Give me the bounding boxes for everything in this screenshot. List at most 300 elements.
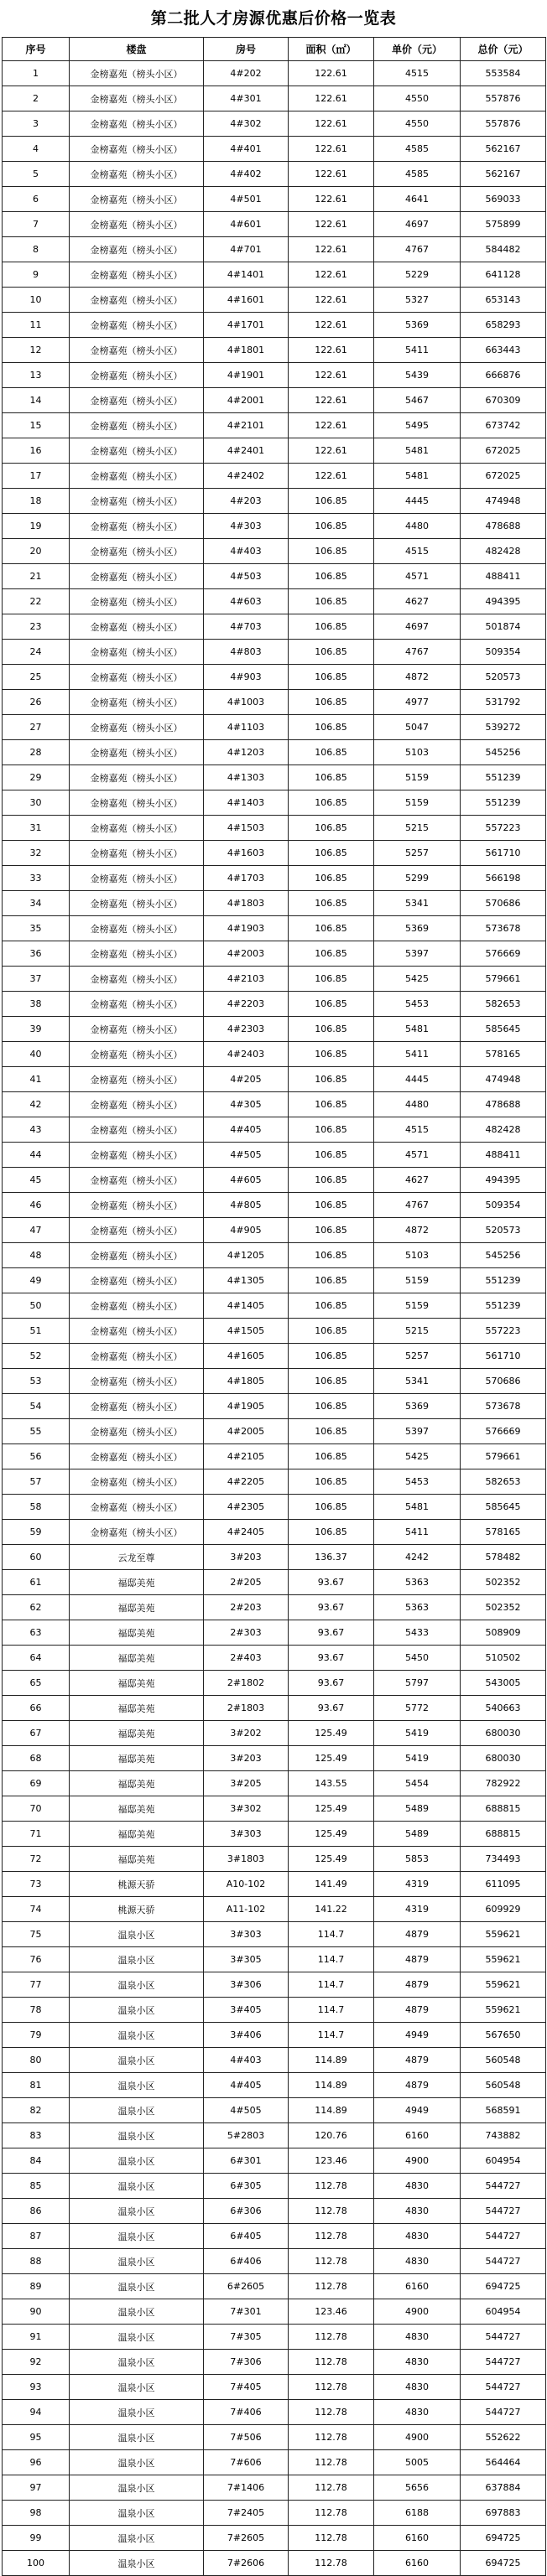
cell-index: 10: [3, 288, 70, 313]
table-row: [3, 262, 546, 288]
cell-unit-price: 6160: [374, 2526, 461, 2551]
cell-unit: 4#603: [204, 589, 289, 614]
cell-total-price: 559621: [461, 1998, 546, 2023]
table-row: [3, 2224, 546, 2249]
cell-unit-price: 5853: [374, 1847, 461, 1872]
cell-index: 50: [3, 1293, 70, 1319]
cell-index: 59: [3, 1520, 70, 1545]
cell-estate: 福邸美苑: [70, 1620, 204, 1646]
cell-area: 106.85: [289, 1218, 374, 1243]
cell-area: 106.85: [289, 1444, 374, 1469]
table-row: [3, 1972, 546, 1998]
cell-unit-price: 4872: [374, 665, 461, 690]
cell-unit-price: 5397: [374, 1419, 461, 1444]
cell-total-price: 688815: [461, 1822, 546, 1847]
price-table: [2, 37, 546, 2576]
table-row: [3, 1319, 546, 1344]
cell-unit-price: 4480: [374, 1092, 461, 1117]
cell-unit-price: 4830: [374, 2400, 461, 2425]
table-row: [3, 1193, 546, 1218]
cell-area: 106.85: [289, 1319, 374, 1344]
cell-unit-price: 5369: [374, 313, 461, 338]
cell-estate: 温泉小区: [70, 2199, 204, 2224]
cell-unit: 4#605: [204, 1168, 289, 1193]
cell-unit: 2#403: [204, 1646, 289, 1671]
cell-index: 5: [3, 162, 70, 187]
table-row: [3, 992, 546, 1017]
cell-estate: 温泉小区: [70, 2224, 204, 2249]
table-header-row: [3, 38, 546, 61]
cell-area: 114.7: [289, 1972, 374, 1998]
cell-unit-price: 5411: [374, 1042, 461, 1067]
cell-unit-price: 5159: [374, 765, 461, 790]
cell-index: 84: [3, 2148, 70, 2174]
cell-total-price: 544727: [461, 2174, 546, 2199]
cell-estate: 金榜嘉苑（榜头小区）: [70, 438, 204, 464]
table-row: [3, 1822, 546, 1847]
cell-area: 112.78: [289, 2450, 374, 2475]
cell-unit-price: 4879: [374, 1947, 461, 1972]
table-row: [3, 1897, 546, 1922]
cell-total-price: 673742: [461, 413, 546, 438]
cell-area: 106.85: [289, 765, 374, 790]
cell-unit-price: 5489: [374, 1796, 461, 1822]
cell-estate: 金榜嘉苑（榜头小区）: [70, 237, 204, 262]
cell-area: 114.7: [289, 2023, 374, 2048]
cell-estate: 金榜嘉苑（榜头小区）: [70, 1092, 204, 1117]
cell-area: 106.85: [289, 816, 374, 841]
cell-estate: 金榜嘉苑（榜头小区）: [70, 866, 204, 891]
cell-index: 100: [3, 2551, 70, 2576]
cell-total-price: 551239: [461, 1293, 546, 1319]
cell-index: 61: [3, 1570, 70, 1595]
cell-total-price: 562167: [461, 162, 546, 187]
cell-area: 106.85: [289, 1344, 374, 1369]
cell-unit-price: 5481: [374, 1495, 461, 1520]
cell-index: 18: [3, 489, 70, 514]
cell-index: 79: [3, 2023, 70, 2048]
cell-unit-price: 4830: [374, 2325, 461, 2350]
cell-estate: 金榜嘉苑（榜头小区）: [70, 1218, 204, 1243]
cell-index: 73: [3, 1872, 70, 1897]
cell-estate: 金榜嘉苑（榜头小区）: [70, 1419, 204, 1444]
cell-total-price: 510502: [461, 1646, 546, 1671]
cell-total-price: 585645: [461, 1017, 546, 1042]
cell-estate: 金榜嘉苑（榜头小区）: [70, 1243, 204, 1268]
table-row: [3, 1520, 546, 1545]
cell-area: 93.67: [289, 1595, 374, 1620]
cell-unit: 4#1701: [204, 313, 289, 338]
cell-unit: 4#301: [204, 86, 289, 111]
cell-unit: 4#2401: [204, 438, 289, 464]
cell-index: 8: [3, 237, 70, 262]
cell-unit: 4#1901: [204, 363, 289, 388]
table-row: [3, 1017, 546, 1042]
table-row: [3, 489, 546, 514]
cell-unit-price: 5656: [374, 2475, 461, 2501]
cell-total-price: 672025: [461, 464, 546, 489]
cell-index: 9: [3, 262, 70, 288]
table-row: [3, 665, 546, 690]
cell-area: 122.61: [289, 464, 374, 489]
table-row: [3, 2551, 546, 2576]
cell-unit-price: 5467: [374, 388, 461, 413]
cell-unit: 3#302: [204, 1796, 289, 1822]
cell-unit: 4#403: [204, 2048, 289, 2073]
cell-estate: 金榜嘉苑（榜头小区）: [70, 941, 204, 967]
cell-index: 32: [3, 841, 70, 866]
cell-unit-price: 4242: [374, 1545, 461, 1570]
cell-index: 45: [3, 1168, 70, 1193]
cell-total-price: 543005: [461, 1671, 546, 1696]
cell-estate: 金榜嘉苑（榜头小区）: [70, 313, 204, 338]
cell-total-price: 539272: [461, 715, 546, 740]
cell-estate: 温泉小区: [70, 2048, 204, 2073]
cell-index: 27: [3, 715, 70, 740]
cell-index: 62: [3, 1595, 70, 1620]
cell-area: 106.85: [289, 740, 374, 765]
cell-index: 30: [3, 790, 70, 816]
cell-unit-price: 5495: [374, 413, 461, 438]
cell-estate: 温泉小区: [70, 2551, 204, 2576]
cell-estate: 温泉小区: [70, 2299, 204, 2325]
cell-index: 36: [3, 941, 70, 967]
cell-unit: 4#1605: [204, 1344, 289, 1369]
cell-area: 106.85: [289, 514, 374, 539]
cell-index: 40: [3, 1042, 70, 1067]
cell-unit-price: 4949: [374, 2098, 461, 2123]
cell-area: 122.61: [289, 438, 374, 464]
cell-estate: 金榜嘉苑（榜头小区）: [70, 1168, 204, 1193]
cell-estate: 金榜嘉苑（榜头小区）: [70, 489, 204, 514]
cell-unit: 4#2103: [204, 967, 289, 992]
cell-unit-price: 5215: [374, 1319, 461, 1344]
cell-area: 122.61: [289, 388, 374, 413]
cell-unit-price: 5453: [374, 1469, 461, 1495]
cell-total-price: 544727: [461, 2375, 546, 2400]
table-row: [3, 1595, 546, 1620]
cell-unit-price: 4830: [374, 2249, 461, 2274]
table-row: [3, 891, 546, 916]
cell-unit: 4#905: [204, 1218, 289, 1243]
cell-area: 106.85: [289, 1469, 374, 1495]
cell-estate: 温泉小区: [70, 2123, 204, 2148]
cell-unit-price: 4830: [374, 2350, 461, 2375]
cell-estate: 桃源天骄: [70, 1872, 204, 1897]
cell-unit: 4#2403: [204, 1042, 289, 1067]
cell-unit-price: 4697: [374, 212, 461, 237]
cell-area: 122.61: [289, 111, 374, 137]
cell-total-price: 694725: [461, 2526, 546, 2551]
cell-estate: 金榜嘉苑（榜头小区）: [70, 514, 204, 539]
cell-index: 68: [3, 1746, 70, 1771]
cell-unit-price: 5047: [374, 715, 461, 740]
cell-index: 34: [3, 891, 70, 916]
cell-unit: 4#805: [204, 1193, 289, 1218]
cell-total-price: 578482: [461, 1545, 546, 1570]
cell-unit-price: 6160: [374, 2123, 461, 2148]
cell-total-price: 562167: [461, 137, 546, 162]
table-row: [3, 1419, 546, 1444]
cell-area: 106.85: [289, 1092, 374, 1117]
cell-total-price: 584482: [461, 237, 546, 262]
cell-total-price: 544727: [461, 2325, 546, 2350]
table-row: [3, 967, 546, 992]
cell-index: 71: [3, 1822, 70, 1847]
cell-unit: A11-102: [204, 1897, 289, 1922]
cell-index: 23: [3, 614, 70, 640]
cell-total-price: 509354: [461, 640, 546, 665]
cell-index: 98: [3, 2501, 70, 2526]
cell-unit: 4#1205: [204, 1243, 289, 1268]
cell-unit: 4#1903: [204, 916, 289, 941]
cell-estate: 金榜嘉苑（榜头小区）: [70, 137, 204, 162]
cell-index: 63: [3, 1620, 70, 1646]
cell-index: 64: [3, 1646, 70, 1671]
cell-unit: 7#606: [204, 2450, 289, 2475]
cell-total-price: 502352: [461, 1570, 546, 1595]
cell-index: 22: [3, 589, 70, 614]
table-row: [3, 212, 546, 237]
cell-area: 125.49: [289, 1746, 374, 1771]
cell-index: 95: [3, 2425, 70, 2450]
table-row: [3, 614, 546, 640]
table-row: [3, 2350, 546, 2375]
cell-unit: 4#2402: [204, 464, 289, 489]
table-row: [3, 1092, 546, 1117]
cell-unit-price: 5229: [374, 262, 461, 288]
table-row: [3, 2174, 546, 2199]
table-row: [3, 1143, 546, 1168]
cell-area: 106.85: [289, 1193, 374, 1218]
cell-area: 122.61: [289, 162, 374, 187]
cell-total-price: 531792: [461, 690, 546, 715]
cell-unit-price: 5481: [374, 1017, 461, 1042]
cell-estate: 福邸美苑: [70, 1771, 204, 1796]
cell-unit-price: 5425: [374, 1444, 461, 1469]
cell-area: 106.85: [289, 941, 374, 967]
cell-index: 85: [3, 2174, 70, 2199]
cell-estate: 金榜嘉苑（榜头小区）: [70, 715, 204, 740]
cell-unit-price: 5772: [374, 1696, 461, 1721]
cell-area: 106.85: [289, 690, 374, 715]
cell-area: 123.46: [289, 2148, 374, 2174]
cell-unit: 4#205: [204, 1067, 289, 1092]
cell-estate: 金榜嘉苑（榜头小区）: [70, 1369, 204, 1394]
cell-index: 35: [3, 916, 70, 941]
cell-total-price: 544727: [461, 2400, 546, 2425]
table-row: [3, 1671, 546, 1696]
cell-unit-price: 5419: [374, 1746, 461, 1771]
cell-area: 122.61: [289, 262, 374, 288]
cell-unit: 4#1403: [204, 790, 289, 816]
cell-unit-price: 5257: [374, 1344, 461, 1369]
cell-unit-price: 4830: [374, 2375, 461, 2400]
table-row: [3, 866, 546, 891]
cell-area: 106.85: [289, 1042, 374, 1067]
cell-unit: 7#2606: [204, 2551, 289, 2576]
cell-index: 6: [3, 187, 70, 212]
cell-unit-price: 5341: [374, 1369, 461, 1394]
table-row: [3, 2526, 546, 2551]
cell-total-price: 561710: [461, 841, 546, 866]
cell-estate: 温泉小区: [70, 1972, 204, 1998]
table-row: [3, 514, 546, 539]
cell-area: 114.89: [289, 2048, 374, 2073]
cell-unit: 4#1003: [204, 690, 289, 715]
table-row: [3, 338, 546, 363]
cell-estate: 温泉小区: [70, 2350, 204, 2375]
cell-index: 56: [3, 1444, 70, 1469]
cell-total-price: 478688: [461, 514, 546, 539]
cell-index: 17: [3, 464, 70, 489]
cell-unit: 4#1305: [204, 1268, 289, 1293]
cell-total-price: 585645: [461, 1495, 546, 1520]
cell-total-price: 482428: [461, 1117, 546, 1143]
cell-area: 122.61: [289, 137, 374, 162]
cell-estate: 温泉小区: [70, 2174, 204, 2199]
cell-unit: 3#205: [204, 1771, 289, 1796]
cell-index: 31: [3, 816, 70, 841]
table-row: [3, 765, 546, 790]
cell-estate: 金榜嘉苑（榜头小区）: [70, 1143, 204, 1168]
cell-total-price: 474948: [461, 489, 546, 514]
cell-estate: 温泉小区: [70, 2375, 204, 2400]
cell-estate: 金榜嘉苑（榜头小区）: [70, 1319, 204, 1344]
cell-estate: 温泉小区: [70, 2425, 204, 2450]
cell-total-price: 694725: [461, 2274, 546, 2299]
cell-unit: 4#903: [204, 665, 289, 690]
cell-unit: 6#2605: [204, 2274, 289, 2299]
cell-total-price: 573678: [461, 1394, 546, 1419]
cell-estate: 金榜嘉苑（榜头小区）: [70, 1495, 204, 1520]
header-index: 序号: [3, 38, 70, 61]
cell-unit: 4#2001: [204, 388, 289, 413]
table-row: [3, 237, 546, 262]
cell-area: 106.85: [289, 1293, 374, 1319]
table-row: [3, 2274, 546, 2299]
cell-area: 106.85: [289, 640, 374, 665]
cell-area: 106.85: [289, 1520, 374, 1545]
table-row: [3, 1268, 546, 1293]
cell-index: 96: [3, 2450, 70, 2475]
cell-unit: 2#1803: [204, 1696, 289, 1721]
cell-index: 92: [3, 2350, 70, 2375]
cell-area: 106.85: [289, 564, 374, 589]
cell-index: 38: [3, 992, 70, 1017]
cell-unit: 6#305: [204, 2174, 289, 2199]
cell-unit-price: 5397: [374, 941, 461, 967]
cell-unit: 3#306: [204, 1972, 289, 1998]
cell-index: 82: [3, 2098, 70, 2123]
cell-unit: 7#2605: [204, 2526, 289, 2551]
cell-estate: 温泉小区: [70, 2450, 204, 2475]
cell-area: 122.61: [289, 313, 374, 338]
cell-total-price: 501874: [461, 614, 546, 640]
cell-estate: 温泉小区: [70, 2148, 204, 2174]
cell-estate: 金榜嘉苑（榜头小区）: [70, 1193, 204, 1218]
cell-unit-price: 4767: [374, 237, 461, 262]
cell-unit: 2#203: [204, 1595, 289, 1620]
cell-unit: 6#301: [204, 2148, 289, 2174]
cell-unit: 4#1905: [204, 1394, 289, 1419]
cell-total-price: 568591: [461, 2098, 546, 2123]
cell-total-price: 570686: [461, 1369, 546, 1394]
cell-area: 106.85: [289, 1243, 374, 1268]
cell-unit: 4#1503: [204, 816, 289, 841]
cell-unit: 4#1603: [204, 841, 289, 866]
cell-index: 11: [3, 313, 70, 338]
cell-total-price: 508909: [461, 1620, 546, 1646]
cell-total-price: 680030: [461, 1746, 546, 1771]
cell-unit-price: 4585: [374, 162, 461, 187]
table-row: [3, 1117, 546, 1143]
cell-total-price: 570686: [461, 891, 546, 916]
table-row: [3, 1067, 546, 1092]
cell-total-price: 561710: [461, 1344, 546, 1369]
cell-estate: 温泉小区: [70, 2274, 204, 2299]
cell-unit: 4#505: [204, 1143, 289, 1168]
cell-index: 91: [3, 2325, 70, 2350]
cell-unit-price: 5257: [374, 841, 461, 866]
table-row: [3, 1394, 546, 1419]
cell-unit: 4#503: [204, 564, 289, 589]
cell-unit-price: 5450: [374, 1646, 461, 1671]
cell-area: 106.85: [289, 539, 374, 564]
cell-unit-price: 5425: [374, 967, 461, 992]
table-row: [3, 464, 546, 489]
cell-total-price: 666876: [461, 363, 546, 388]
cell-index: 33: [3, 866, 70, 891]
cell-total-price: 670309: [461, 388, 546, 413]
cell-unit-price: 4872: [374, 1218, 461, 1243]
cell-index: 24: [3, 640, 70, 665]
cell-index: 4: [3, 137, 70, 162]
cell-estate: 福邸美苑: [70, 1696, 204, 1721]
cell-area: 122.61: [289, 237, 374, 262]
cell-estate: 温泉小区: [70, 2073, 204, 2098]
cell-unit-price: 5439: [374, 363, 461, 388]
cell-area: 106.85: [289, 790, 374, 816]
cell-unit: 7#306: [204, 2350, 289, 2375]
cell-unit: 4#701: [204, 237, 289, 262]
cell-index: 7: [3, 212, 70, 237]
table-row: [3, 1721, 546, 1746]
table-row: [3, 1796, 546, 1822]
cell-area: 112.78: [289, 2174, 374, 2199]
cell-unit: 4#401: [204, 137, 289, 162]
page-title: 第二批人才房源优惠后价格一览表: [150, 9, 397, 28]
cell-unit-price: 5005: [374, 2450, 461, 2475]
cell-area: 122.61: [289, 288, 374, 313]
cell-index: 69: [3, 1771, 70, 1796]
cell-index: 86: [3, 2199, 70, 2224]
table-row: [3, 2325, 546, 2350]
cell-unit-price: 4879: [374, 2048, 461, 2073]
cell-area: 122.61: [289, 338, 374, 363]
cell-index: 51: [3, 1319, 70, 1344]
cell-area: 112.78: [289, 2274, 374, 2299]
cell-estate: 金榜嘉苑（榜头小区）: [70, 564, 204, 589]
cell-area: 93.67: [289, 1671, 374, 1696]
cell-area: 112.78: [289, 2551, 374, 2576]
cell-unit: 4#2105: [204, 1444, 289, 1469]
cell-unit: 4#1505: [204, 1319, 289, 1344]
cell-total-price: 694725: [461, 2551, 546, 2576]
cell-area: 114.7: [289, 1998, 374, 2023]
cell-estate: 金榜嘉苑（榜头小区）: [70, 162, 204, 187]
table-row: [3, 1847, 546, 1872]
